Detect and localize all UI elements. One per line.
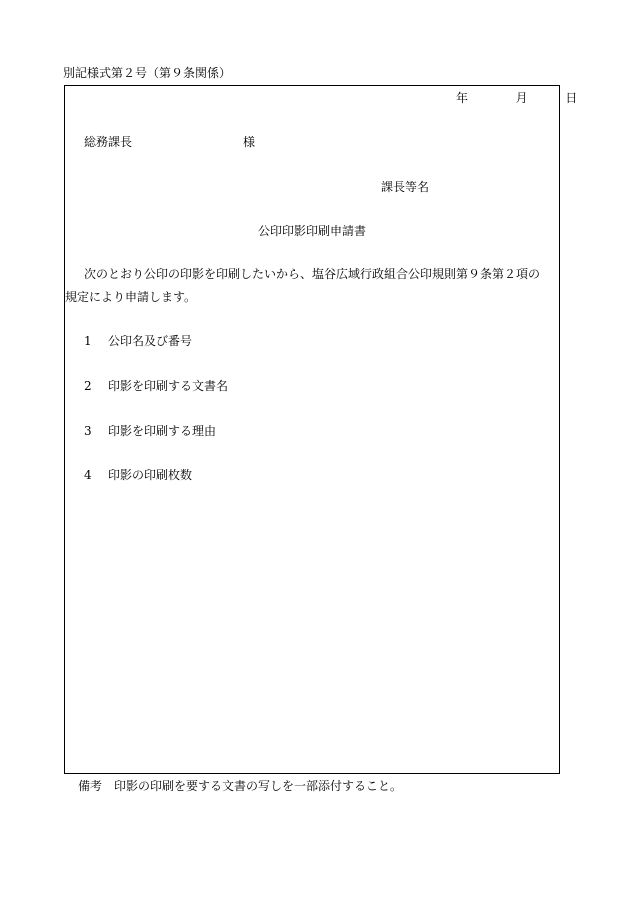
sender-label: 課長等名 (381, 180, 430, 194)
remarks-note (78, 779, 402, 793)
body-text-line-2: 規定により申請します。 (65, 290, 197, 304)
list-item (84, 468, 192, 482)
addressee-honorific: 様 (243, 135, 256, 149)
list-item (84, 424, 216, 438)
addressee-title: 総務課長 (84, 135, 133, 149)
remarks-label: 備考 (78, 779, 103, 793)
list-item-label: 印影を印刷する理由 (108, 424, 217, 438)
list-item-label: 公印名及び番号 (108, 334, 193, 348)
date-month-label: 月 (515, 91, 528, 105)
date-line (456, 91, 577, 105)
body-text-line-1: 次のとおり公印の印影を印刷したいから、塩谷広域行政組合公印規則第９条第２項の (84, 267, 541, 281)
list-item-number: 4 (84, 468, 92, 482)
remarks-text: 印影の印刷を要する文書の写しを一部添付すること。 (114, 779, 403, 793)
document-title: 公印印影印刷申請書 (258, 224, 367, 238)
date-year-label: 年 (456, 91, 469, 105)
list-item-label: 印影の印刷枚数 (108, 468, 193, 482)
form-heading: 別記様式第２号（第９条関係） (63, 66, 232, 80)
list-item-label: 印影を印刷する文書名 (108, 379, 229, 393)
list-item-number: 1 (84, 334, 92, 348)
list-item (84, 334, 192, 348)
list-item (84, 379, 228, 393)
list-item-number: 3 (84, 424, 92, 438)
date-day-label: 日 (565, 91, 578, 105)
list-item-number: 2 (84, 379, 92, 393)
